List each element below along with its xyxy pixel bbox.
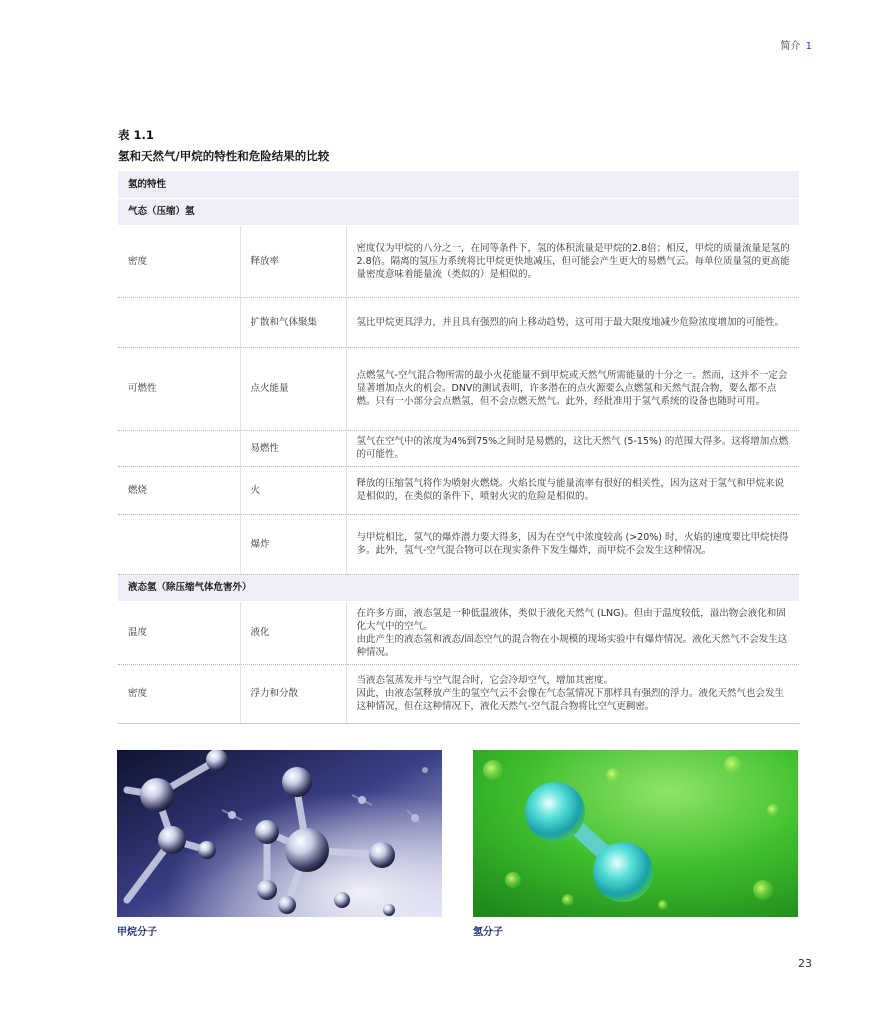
row-property: 释放率 [240, 225, 346, 297]
row-category: 密度 [118, 664, 240, 723]
table-row [118, 347, 799, 430]
hydrogen-molecule-image [473, 750, 798, 917]
section-heading: 气态（压缩）氢 [118, 198, 799, 225]
row-property: 火 [240, 466, 346, 514]
row-property: 液化 [240, 601, 346, 664]
section-header-row [118, 198, 799, 225]
row-property: 爆炸 [240, 514, 346, 574]
table-row [118, 514, 799, 574]
section-heading: 氢的特性 [118, 171, 799, 198]
row-description: 氢气在空气中的浓度为4%到75%之间时是易燃的，这比天然气 (5-15%) 的范围大得多。这将增加点燃的可能性。 [346, 430, 799, 466]
row-property: 扩散和气体聚集 [240, 297, 346, 347]
row-property: 点火能量 [240, 347, 346, 430]
section-header-row [118, 574, 799, 601]
table-row [118, 297, 799, 347]
section-heading: 液态氢（除压缩气体危害外） [118, 574, 799, 601]
table-row [118, 601, 799, 664]
row-category [118, 430, 240, 466]
row-description: 氢比甲烷更具浮力，并且具有强烈的向上移动趋势，这可用于最大限度地减少危险浓度增加的可能性。 [346, 297, 799, 347]
row-property: 浮力和分散 [240, 664, 346, 723]
table-row [118, 430, 799, 466]
row-category: 温度 [118, 601, 240, 664]
row-description-line: 由此产生的液态氢和液态/固态空气的混合物在小规模的现场实验中有爆炸情况。液化天然气不会发生这种情况。 [356, 633, 788, 658]
row-description: 点燃氢气-空气混合物所需的最小火花能量不到甲烷或天然气所需能量的十分之一。然而，这并不一定会显著增加点火的机会。DNV的测试表明，许多潜在的点火源要么点燃氢和天然气混合物，要么都不点燃。只有一小部分会点燃氢，但不会点燃天然气。此外，经批准用于氢气系统的设备也随时可用。 [346, 347, 799, 430]
row-property: 易燃性 [240, 430, 346, 466]
row-category [118, 514, 240, 574]
section-number: 1 [805, 41, 812, 52]
table-row [118, 225, 799, 297]
page-number: 23 [798, 957, 812, 970]
table-label: 表 1.1 [118, 128, 154, 142]
row-description: 释放的压缩氢气将作为喷射火燃烧。火焰长度与能量流率有很好的相关性，因为这对于氢气和甲烷来说是相似的，在类似的条件下，喷射火灾的危险是相似的。 [346, 466, 799, 514]
table-row [118, 664, 799, 723]
row-description [346, 664, 799, 723]
row-description: 与甲烷相比，氢气的爆炸潜力要大得多，因为在空气中浓度较高 (>20%) 时，火焰的速度要比甲烷快得多。此外，氢气-空气混合物可以在现实条件下发生爆炸，而甲烷不会发生这种情况。 [346, 514, 799, 574]
row-description-line: 因此，由液态氢释放产生的氢空气云不会像在气态氢情况下那样具有强烈的浮力。液化天然气也会发生这种情况，但在这种情况下，液化天然气-空气混合物将比空气更稠密。 [356, 688, 785, 712]
row-category [118, 297, 240, 347]
row-description: 密度仅为甲烷的八分之一，在同等条件下，氢的体积流量是甲烷的2.8倍；相反，甲烷的质量流量是氢的2.8倍。隔离的氢压力系统将比甲烷更快地减压，但可能会产生更大的易燃气云。每单位质量氢的更高能量密度意味着能量流（类似的）是相似的。 [346, 225, 799, 297]
figure-caption-hydrogen: 氢分子 [473, 927, 503, 938]
comparison-table [118, 171, 799, 724]
table-row [118, 466, 799, 514]
section-header-row [118, 171, 799, 198]
running-header [780, 37, 812, 52]
section-title: 简介 [780, 41, 801, 52]
row-category: 密度 [118, 225, 240, 297]
figure-caption-methane: 甲烷分子 [117, 927, 157, 938]
row-description-line: 在许多方面，液态氢是一种低温液体，类似于液化天然气 (LNG)。但由于温度较低，溢出物会液化和固化大气中的空气。 [356, 607, 786, 632]
table-title: 氢和天然气/甲烷的特性和危险结果的比较 [118, 149, 330, 163]
methane-molecule-image [117, 750, 442, 917]
row-description [346, 601, 799, 664]
row-category: 可燃性 [118, 347, 240, 430]
row-category: 燃烧 [118, 466, 240, 514]
row-description-line: 当液态氢蒸发并与空气混合时，它会冷却空气，增加其密度。 [356, 675, 614, 686]
